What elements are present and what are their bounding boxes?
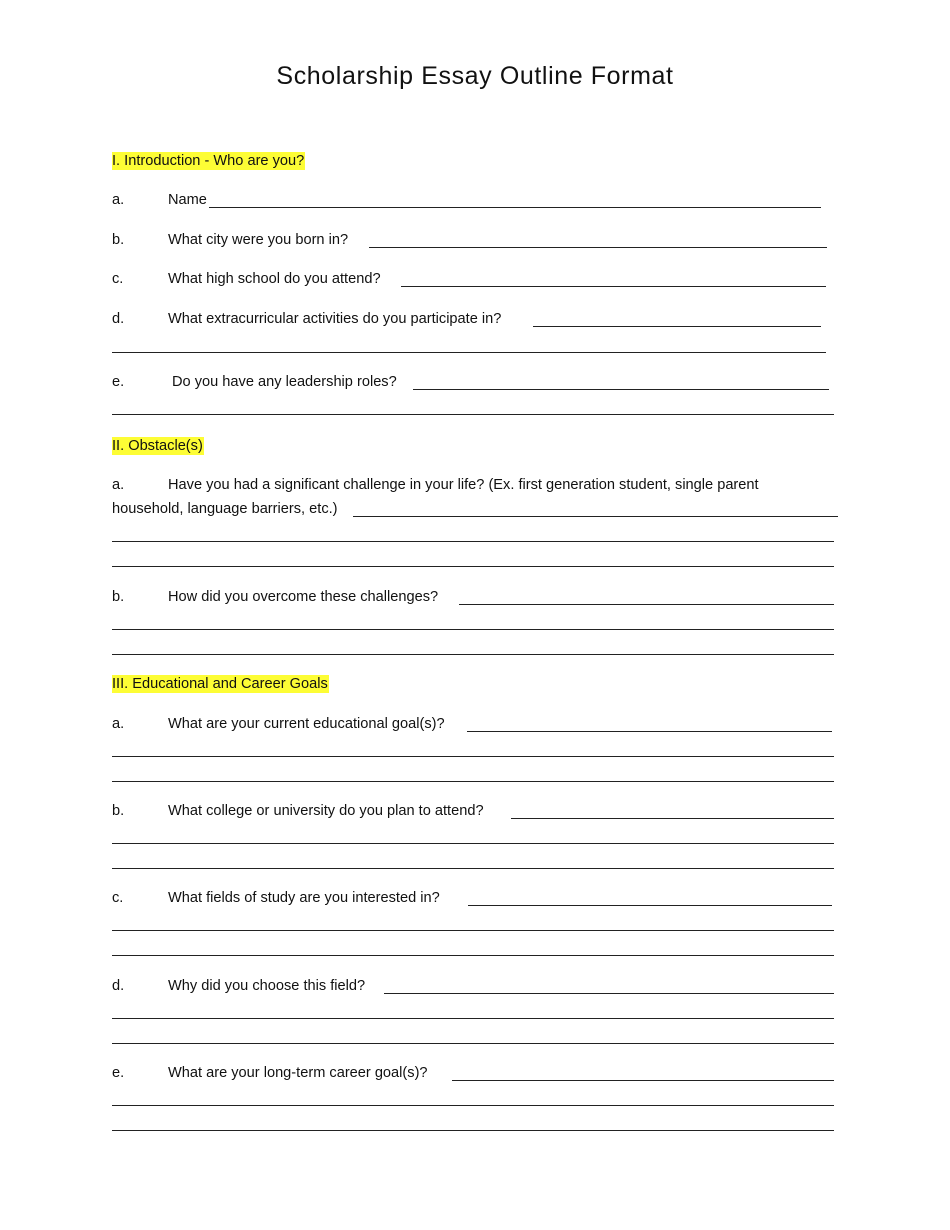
question-birth-city: What city were you born in? — [168, 232, 349, 248]
answer-line-high-school[interactable] — [401, 270, 826, 287]
item-letter: e. — [112, 374, 125, 390]
item-letter: d. — [112, 978, 125, 994]
section-heading-text: II. Obstacle(s) — [112, 438, 203, 454]
answer-line-name[interactable] — [209, 191, 821, 208]
question-educational-goals: What are your current educational goal(s)? — [168, 716, 445, 732]
answer-line-career-goals[interactable] — [452, 1064, 834, 1081]
answer-line-extracurricular-2[interactable] — [112, 336, 826, 353]
item-letter: c. — [112, 271, 124, 287]
answer-line-college-3[interactable] — [112, 852, 834, 869]
answer-line-extracurricular[interactable] — [533, 310, 821, 327]
answer-line-career-goals-3[interactable] — [112, 1114, 834, 1131]
answer-line-college-2[interactable] — [112, 827, 834, 844]
answer-line-educational-goals[interactable] — [467, 715, 832, 732]
answer-line-challenge[interactable] — [353, 500, 838, 517]
item-letter: b. — [112, 232, 125, 248]
answer-line-overcome[interactable] — [459, 588, 834, 605]
section-heading-introduction — [112, 151, 307, 171]
question-career-goals: What are your long-term career goal(s)? — [168, 1065, 428, 1081]
section-heading-text: I. Introduction - Who are you? — [112, 153, 305, 169]
item-letter: a. — [112, 192, 125, 208]
answer-line-why-field-3[interactable] — [112, 1027, 834, 1044]
answer-line-career-goals-2[interactable] — [112, 1089, 834, 1106]
answer-line-overcome-3[interactable] — [112, 638, 834, 655]
answer-line-college[interactable] — [511, 802, 834, 819]
question-why-field: Why did you choose this field? — [168, 978, 366, 994]
answer-line-leadership[interactable] — [413, 373, 829, 390]
answer-line-fields-of-study-2[interactable] — [112, 914, 834, 931]
question-challenge-continuation: household, language barriers, etc.) — [112, 501, 338, 517]
answer-line-leadership-2[interactable] — [112, 398, 834, 415]
item-letter: c. — [112, 890, 124, 906]
question-college: What college or university do you plan to attend? — [168, 803, 484, 819]
item-letter: a. — [112, 477, 125, 493]
item-letter: a. — [112, 716, 125, 732]
section-heading-goals — [112, 674, 331, 694]
answer-line-educational-goals-2[interactable] — [112, 740, 834, 757]
question-fields-of-study: What fields of study are you interested in? — [168, 890, 440, 906]
answer-line-fields-of-study[interactable] — [468, 889, 832, 906]
answer-line-fields-of-study-3[interactable] — [112, 939, 834, 956]
item-letter: d. — [112, 311, 125, 327]
answer-line-challenge-2[interactable] — [112, 525, 834, 542]
answer-line-challenge-3[interactable] — [112, 550, 834, 567]
question-leadership: Do you have any leadership roles? — [172, 374, 397, 390]
question-high-school: What high school do you attend? — [168, 271, 381, 287]
item-letter: b. — [112, 589, 125, 605]
answer-line-why-field[interactable] — [384, 977, 834, 994]
question-name: Name — [168, 192, 207, 208]
question-extracurricular: What extracurricular activities do you participate in? — [168, 311, 502, 327]
section-heading-text: III. Educational and Career Goals — [112, 676, 328, 692]
answer-line-overcome-2[interactable] — [112, 613, 834, 630]
answer-line-birth-city[interactable] — [369, 231, 827, 248]
answer-line-why-field-2[interactable] — [112, 1002, 834, 1019]
page-title: Scholarship Essay Outline Format — [276, 62, 674, 90]
question-overcome: How did you overcome these challenges? — [168, 589, 439, 605]
question-challenge: Have you had a significant challenge in your life? (Ex. first generation student, single parent — [168, 477, 759, 493]
item-letter: e. — [112, 1065, 125, 1081]
section-heading-obstacles — [112, 436, 206, 456]
item-letter: b. — [112, 803, 125, 819]
answer-line-educational-goals-3[interactable] — [112, 765, 834, 782]
